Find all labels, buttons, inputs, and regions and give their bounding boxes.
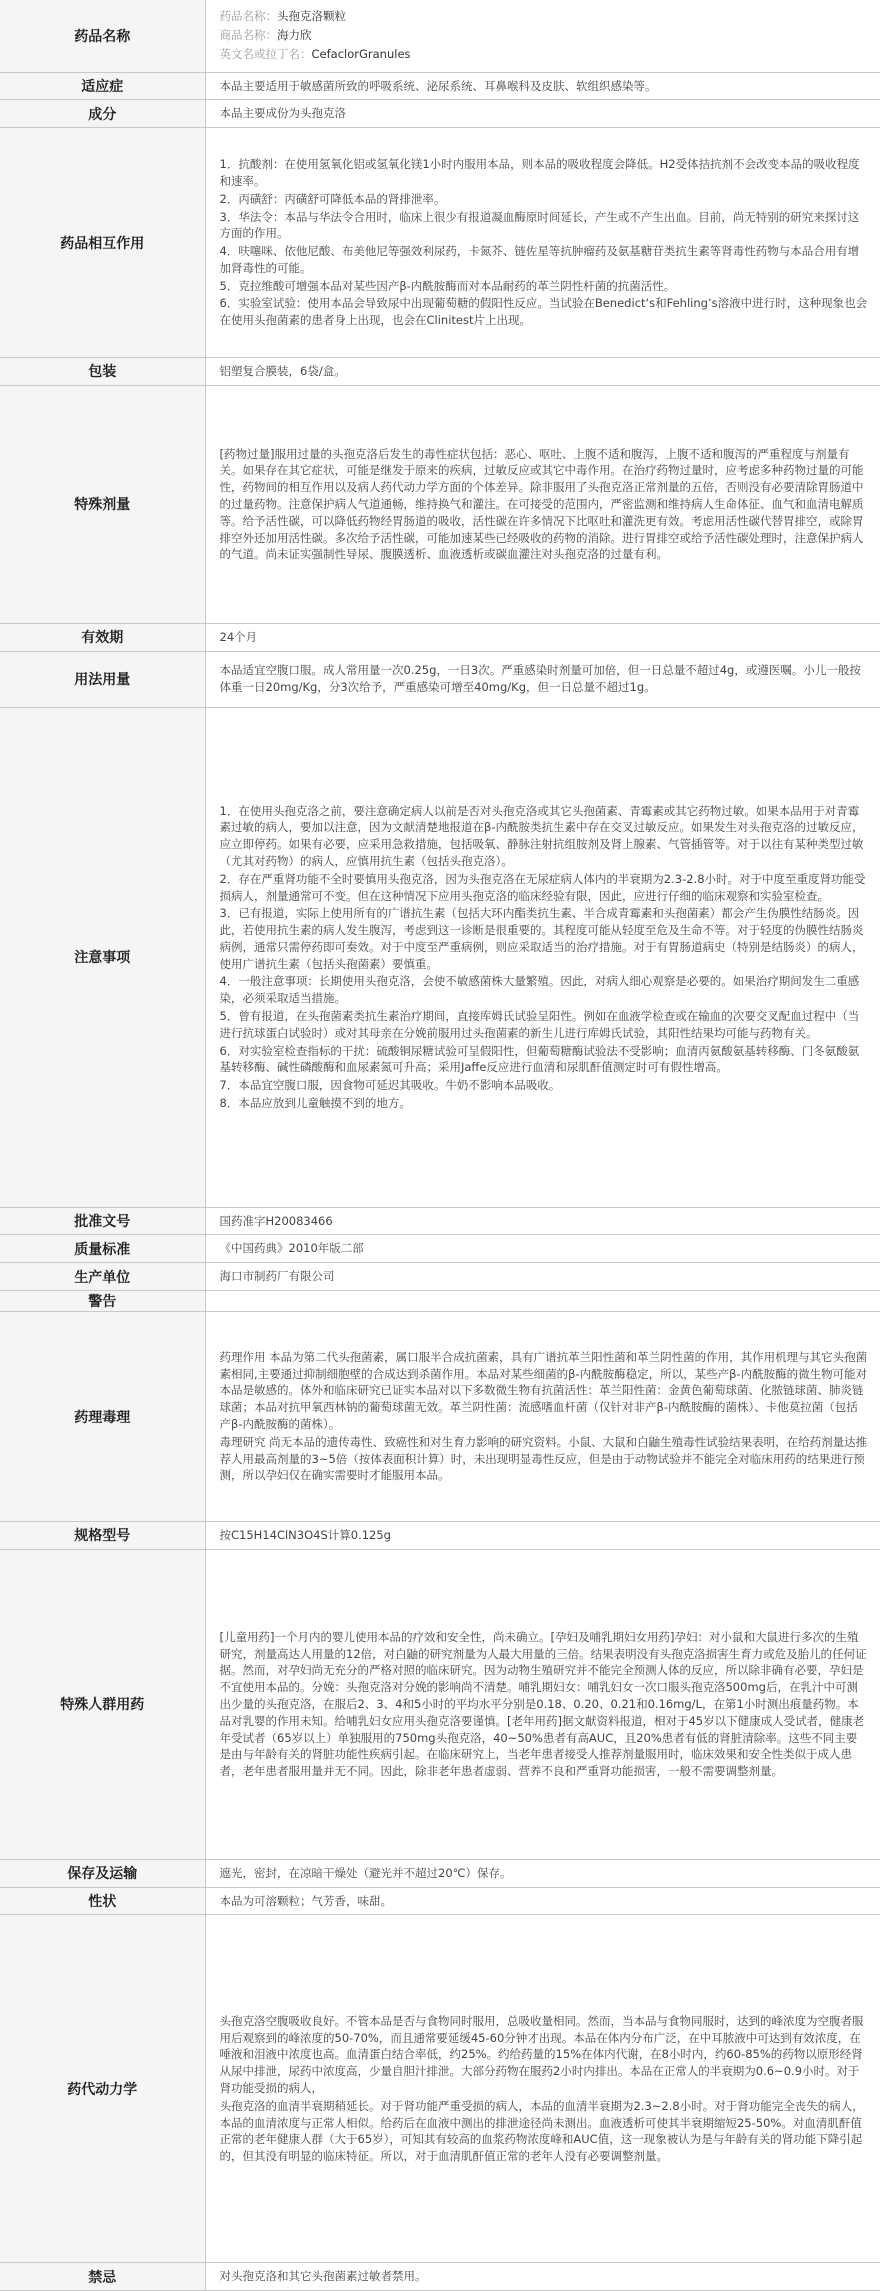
spec-value bbox=[205, 707, 880, 1207]
name-line bbox=[220, 7, 869, 26]
spec-row bbox=[0, 707, 880, 1207]
name-key: 药品名称： bbox=[219, 9, 277, 24]
spec-label: 特殊人群用药 bbox=[0, 1549, 205, 1859]
spec-row bbox=[0, 1235, 880, 1263]
spec-paragraph: 对头孢克洛和其它头孢菌素过敏者禁用。 bbox=[219, 2269, 427, 2284]
spec-value bbox=[205, 1915, 880, 2263]
spec-paragraph: 头孢克洛的血清半衰期稍延长。对于肾功能严重受损的病人，本品的血清半衰期为2.3~2.8小时。对于肾功能完全丧失的病人，本品的血清浓度与正常人相似。给药后在血液中测出的排泄途径尚未测出。血液透析可使其半衰期缩短25-50%。对血清肌酐值正常的老年健康人群（大于65岁），可知其有较高的血浆药物浓度峰和AUC值，这一现象被认为是与年龄有关的肾功能下降引起的，但其没有明显的临床特征。所以，对于血清肌酐值正常的老年人没有必要调整剂量。 bbox=[219, 2098, 864, 2164]
spec-paragraph: 6．对实验室检查指标的干扰：硫酸铜尿糖试验可呈假阳性，但葡萄糖酶试验法不受影响；血清丙氨酸氨基转移酶、门冬氨酸氨基转移酶、碱性磷酸酶和血尿素氮可升高；采用Jaffe反应进行血清和尿肌酐值测定时可有假性增高。 bbox=[219, 1043, 860, 1075]
spec-row bbox=[0, 1887, 880, 1915]
spec-row bbox=[0, 128, 880, 358]
spec-label: 禁忌 bbox=[0, 2263, 205, 2291]
spec-label: 成分 bbox=[0, 100, 205, 128]
spec-value bbox=[205, 1263, 880, 1291]
spec-value bbox=[205, 100, 880, 128]
spec-label: 特殊剂量 bbox=[0, 385, 205, 623]
spec-row bbox=[0, 100, 880, 128]
spec-paragraph: [药物过量]服用过量的头孢克洛后发生的毒性症状包括：恶心、呕吐、上腹不适和腹泻，上腹不适和腹泻的严重程度与剂量有关。如果存在其它症状，可能是继发于原来的疾病，过敏反应或其它中毒作用。在治疗药物过量时，应考虑多种药物过量的可能性，药物间的相互作用以及病人药代动力学方面的个体差异。除非服用了头孢克洛正常剂量的五倍，否则没有必要清除胃肠道中的过量药物。注意保护病人气道通畅，维持换气和灌注。在可接受的范围内，严密监测和维持病人生命体征、血气和血清电解质等。给予活性碳，可以降低药物经胃肠道的吸收，活性碳在许多情况下比呕吐和灌洗更有效。考虑用活性碳代替胃排空，或除胃排空外还加用活性碳。多次给予活性碳，可能加速某些已经吸收的药物的消除。进行胃排空或给予活性碳处理时，注意保护病人的气道。尚未证实强制性导尿、腹膜透析、血液透析或碳血灌注对头孢克洛的过量有利。 bbox=[219, 446, 864, 562]
spec-paragraph: 2．丙磺舒：丙磺舒可降低本品的肾排泄率。 bbox=[219, 191, 446, 206]
spec-label: 性状 bbox=[0, 1887, 205, 1915]
spec-paragraph: 4．呋噻咪、依他尼酸、布美他尼等强效利尿药，卡氮芥、链佐星等抗肿瘤药及氨基糖苷类抗生素等肾毒性药物与本品合用有增加肾毒性的可能。 bbox=[219, 244, 860, 275]
spec-paragraph: 本品主要成份为头孢克洛 bbox=[219, 106, 346, 121]
spec-label: 包装 bbox=[0, 358, 205, 386]
spec-paragraph: 3．华法令：本品与华法令合用时，临床上很少有报道凝血酶原时间延长，产生或不产生出血。目前，尚无特别的研究来探讨这方面的作用。 bbox=[219, 209, 860, 241]
spec-label: 药代动力学 bbox=[0, 1915, 205, 2263]
spec-paragraph: 6．实验室试验：使用本品会导致尿中出现葡萄糖的假阳性反应。当试验在Benedict‘s和Fehling’s溶液中进行时，这种现象也会在使用头孢菌素的患者身上出现，也会在Clinitest片上出现。 bbox=[219, 296, 868, 328]
spec-paragraph: 3．已有报道，实际上使用所有的广谱抗生素（包括大环内酯类抗生素、半合成青霉素和头孢菌素）都会产生伪膜性结肠炎。因此，若使用抗生素的病人发生腹泻，考虑到这一诊断是很重要的。其程度可能从轻度至危及生命不等。对于轻度的伪膜性结肠炎病例，通常只需停药即可奏效。对于中度至严重病例，则应采取适当的治疗措施。对于有胃肠道病史（特别是结肠炎）的病人，使用广谱抗生素（包括头孢菌素）要慎重。 bbox=[219, 906, 864, 971]
spec-label: 药理毒理 bbox=[0, 1312, 205, 1522]
spec-value bbox=[205, 128, 880, 358]
spec-label: 药品名称 bbox=[0, 0, 205, 72]
spec-paragraph: 药理作用 本品为第二代头孢菌素，属口服半合成抗菌素，具有广谱抗革兰阳性菌和革兰阴性菌的作用，其作用机理与其它头孢菌素相同,主要通过抑制细胞壁的合成达到杀菌作用。本品对某些细菌的β-内酰胺酶稳定，所以，某些产β-内酰胺酶的微生物可能对本品是敏感的。体外和临床研究已证实本品对以下多数微生物有抗菌活性：革兰阳性菌：金黄色葡萄球菌、化脓链球菌、肺炎链球菌；本品对抗甲氧西林钠的葡萄球菌无效。革兰阴性菌：流感嗜血杆菌（仅针对非产β-内酰胺酶的菌株）、卡他莫拉菌（包括产β-内酰胺酶的菌株）。 bbox=[219, 1349, 868, 1432]
spec-paragraph: 《中国药典》2010年版二部 bbox=[219, 1241, 364, 1256]
spec-row bbox=[0, 1915, 880, 2263]
spec-paragraph: 本品适宜空腹口服。成人常用量一次0.25g，一日3次。严重感染时剂量可加倍，但一日总量不超过4g，或遵医嘱。小儿一般按体重一日20mg/Kg，分3次给予，严重感染可增至40mg/Kg，但一日总量不超过1g。 bbox=[219, 663, 861, 695]
name-value: 海力欣 bbox=[277, 28, 312, 43]
name-value: CefaclorGranules bbox=[311, 47, 411, 62]
spec-row bbox=[0, 2263, 880, 2291]
spec-paragraph: 毒理研究 尚无本品的遗传毒性、致癌性和对生育力影响的研究资料。小鼠、大鼠和白鼬生殖毒性试验结果表明，在给药剂量达推荐人用最高剂量的3~5倍（按体表面积计算）时，未出现明显毒性反应，但是由于动物试验并不能完全对临床用药的结果进行预测，所以孕妇仅在确实需要时才能服用本品。 bbox=[219, 1434, 868, 1483]
spec-paragraph: 国药准字H20083466 bbox=[219, 1213, 333, 1228]
spec-paragraph: [儿童用药]一个月内的婴儿使用本品的疗效和安全性，尚未确立。[孕妇及哺乳期妇女用药]孕妇：对小鼠和大鼠进行多次的生殖研究，剂量高达人用量的12倍，对白鼬的研究剂量为人最大用量的三倍。结果表明没有头孢克洛损害生育力或危及胎儿的任何证据。然而，对孕妇尚无充分的严格对照的临床研究。因为动物生殖研究并不能完全预测人体的反应，所以除非确有必要，孕妇是不宜使用本品的。分娩：头孢克洛对分娩的影响尚不清楚。哺乳期妇女：哺乳妇女一次口服头孢克洛500mg后，在乳汁中可测出少量的头孢克洛，在服后2、3、4和5小时的平均水平分别是0.18、0.20、0.21和0.16mg/L，在第1小时测出痕量药物。本品对乳婴的作用未知。给哺乳妇女应用头孢克洛要谨慎。[老年用药]据文献资料报道，相对于45岁以下健康成人受试者，健康老年受试者（65岁以上）单独服用的750mg头孢克洛，40~50%患者有高AUC，且20%患者有低的肾脏清除率。这些不同主要是由与年龄有关的肾脏功能性疾病引起。在临床研究上，当老年患者接受人推荐剂量服用时，临床效果和安全性类似于成人患者，老年患者服用量并无不同。因此，除非老年患者虚弱、营养不良和严重肾功能损害，一般不需要调整剂量。 bbox=[219, 1629, 867, 1779]
spec-value bbox=[205, 1207, 880, 1235]
spec-label: 质量标准 bbox=[0, 1235, 205, 1263]
spec-row bbox=[0, 1522, 880, 1550]
spec-label: 适应症 bbox=[0, 72, 205, 100]
spec-paragraph: 海口市制药厂有限公司 bbox=[219, 1269, 335, 1284]
spec-label: 规格型号 bbox=[0, 1522, 205, 1550]
spec-value bbox=[205, 651, 880, 707]
spec-value bbox=[205, 0, 880, 72]
spec-value bbox=[205, 1887, 880, 1915]
spec-paragraph: 按C15H14ClN3O4S计算0.125g bbox=[219, 1528, 391, 1543]
spec-label: 批准文号 bbox=[0, 1207, 205, 1235]
name-line bbox=[220, 26, 869, 45]
spec-value bbox=[205, 385, 880, 623]
spec-value bbox=[205, 1859, 880, 1887]
spec-paragraph: 本品为可溶颗粒；气芳香，味甜。 bbox=[219, 1893, 392, 1908]
spec-paragraph: 4．一般注意事项：长期使用头孢克洛，会使不敏感菌株大量繁殖。因此，对病人细心观察是必要的。如果治疗期间发生二重感染，必须采取适当措施。 bbox=[219, 974, 860, 1006]
spec-paragraph: 2．存在严重肾功能不全时要慎用头孢克洛，因为头孢克洛在无尿症病人体内的半衰期为2.3-2.8小时。对于中度至重度肾功能受损病人，剂量通常可不变。但在这种情况下应用头孢克洛的临床经验有限，因此，应进行仔细的临床观察和实验室检查。 bbox=[219, 871, 866, 903]
spec-paragraph: 遮光，密封，在凉暗干燥处（避光并不超过20℃）保存。 bbox=[219, 1865, 512, 1880]
spec-paragraph: 5．曾有报道，在头孢菌素类抗生素治疗期间，直接库姆氏试验呈阳性。例如在血液学检查或在输血的次要交叉配血过程中（当进行抗球蛋白试验时）或对其母亲在分娩前服用过头孢菌素的新生儿进行库姆氏试验，其阳性结果均可能与药物有关。 bbox=[219, 1009, 860, 1040]
spec-paragraph: 铝塑复合膜装，6袋/盒。 bbox=[219, 364, 346, 379]
name-line bbox=[220, 45, 869, 64]
name-key: 英文名或拉丁名： bbox=[219, 47, 312, 62]
spec-value bbox=[205, 358, 880, 386]
name-value: 头孢克洛颗粒 bbox=[277, 9, 346, 24]
spec-value bbox=[205, 1522, 880, 1550]
spec-value bbox=[205, 1291, 880, 1312]
spec-row bbox=[0, 1263, 880, 1291]
spec-row bbox=[0, 1549, 880, 1859]
spec-row bbox=[0, 651, 880, 707]
spec-row bbox=[0, 623, 880, 651]
spec-label: 生产单位 bbox=[0, 1263, 205, 1291]
spec-row bbox=[0, 1291, 880, 1312]
name-key: 商品名称： bbox=[219, 28, 277, 43]
spec-label: 警告 bbox=[0, 1291, 205, 1312]
spec-paragraph: 头孢克洛空腹吸收良好。不管本品是否与食物同时服用，总吸收量相同。然而，当本品与食物同服时，达到的峰浓度为空腹者服用后观察到的峰浓度的50-70%，而且通常要延缓45-60分钟才出现。本品在体内分布广泛，在中耳脓液中可达到有效浓度，在唾液和泪液中浓度也高。血清蛋白结合率低，约25%。约给药量的15%在体内代谢，在8小时内，约60-85%的药物以原形经肾从尿中排泄，尿药中浓度高，少量自胆汁排泄。大部分药物在服药2小时内排出。本品在正常人的半衰期为0.6~0.9小时。对于肾功能受损的病人， bbox=[219, 2013, 864, 2096]
spec-row bbox=[0, 1859, 880, 1887]
spec-value bbox=[205, 72, 880, 100]
spec-label: 保存及运输 bbox=[0, 1859, 205, 1887]
spec-paragraph: 1．抗酸剂：在使用氢氧化铝或氢氧化镁1小时内服用本品，则本品的吸收程度会降低。H2受体拮抗剂不会改变本品的吸收程度和速率。 bbox=[219, 157, 860, 188]
spec-paragraph: 24个月 bbox=[219, 629, 258, 644]
spec-paragraph: 1．在使用头孢克洛之前，要注意确定病人以前是否对头孢克洛或其它头孢菌素、青霉素或其它药物过敏。如果本品用于对青霉素过敏的病人，要加以注意，因为文献清楚地报道在β-内酰胺类抗生素中存在交叉过敏反应。如果发生对头孢克洛的过敏反应，应立即停药。如果有必要，应采用急救措施，包括吸氧、静脉注射抗组胺剂及肾上腺素、气管插管等。对于以往有某种类型过敏（尤其对药物）的病人，应慎用抗生素（包括头孢克洛）。 bbox=[219, 803, 864, 868]
spec-value bbox=[205, 1235, 880, 1263]
spec-row bbox=[0, 0, 880, 72]
spec-paragraph: 7．本品宜空腹口服，因食物可延迟其吸收。牛奶不影响本品吸收。 bbox=[219, 1078, 561, 1093]
spec-row bbox=[0, 358, 880, 386]
spec-row bbox=[0, 1312, 880, 1522]
spec-label: 药品相互作用 bbox=[0, 128, 205, 358]
spec-value bbox=[205, 1549, 880, 1859]
spec-row bbox=[0, 385, 880, 623]
spec-label: 有效期 bbox=[0, 623, 205, 651]
spec-paragraph: 5．克拉维酸可增强本品对某些因产β-内酰胺酶而对本品耐药的革兰阴性杆菌的抗菌活性。 bbox=[219, 278, 676, 293]
spec-paragraph: 本品主要适用于敏感菌所致的呼吸系统、泌尿系统、耳鼻喉科及皮肤、软组织感染等。 bbox=[219, 78, 657, 93]
spec-value bbox=[205, 1312, 880, 1522]
spec-value bbox=[205, 623, 880, 651]
spec-paragraph: 8．本品应放到儿童触摸不到的地方。 bbox=[219, 1096, 411, 1111]
spec-label: 注意事项 bbox=[0, 707, 205, 1207]
spec-row bbox=[0, 72, 880, 100]
spec-row bbox=[0, 1207, 880, 1235]
spec-label: 用法用量 bbox=[0, 651, 205, 707]
spec-value bbox=[205, 2263, 880, 2291]
